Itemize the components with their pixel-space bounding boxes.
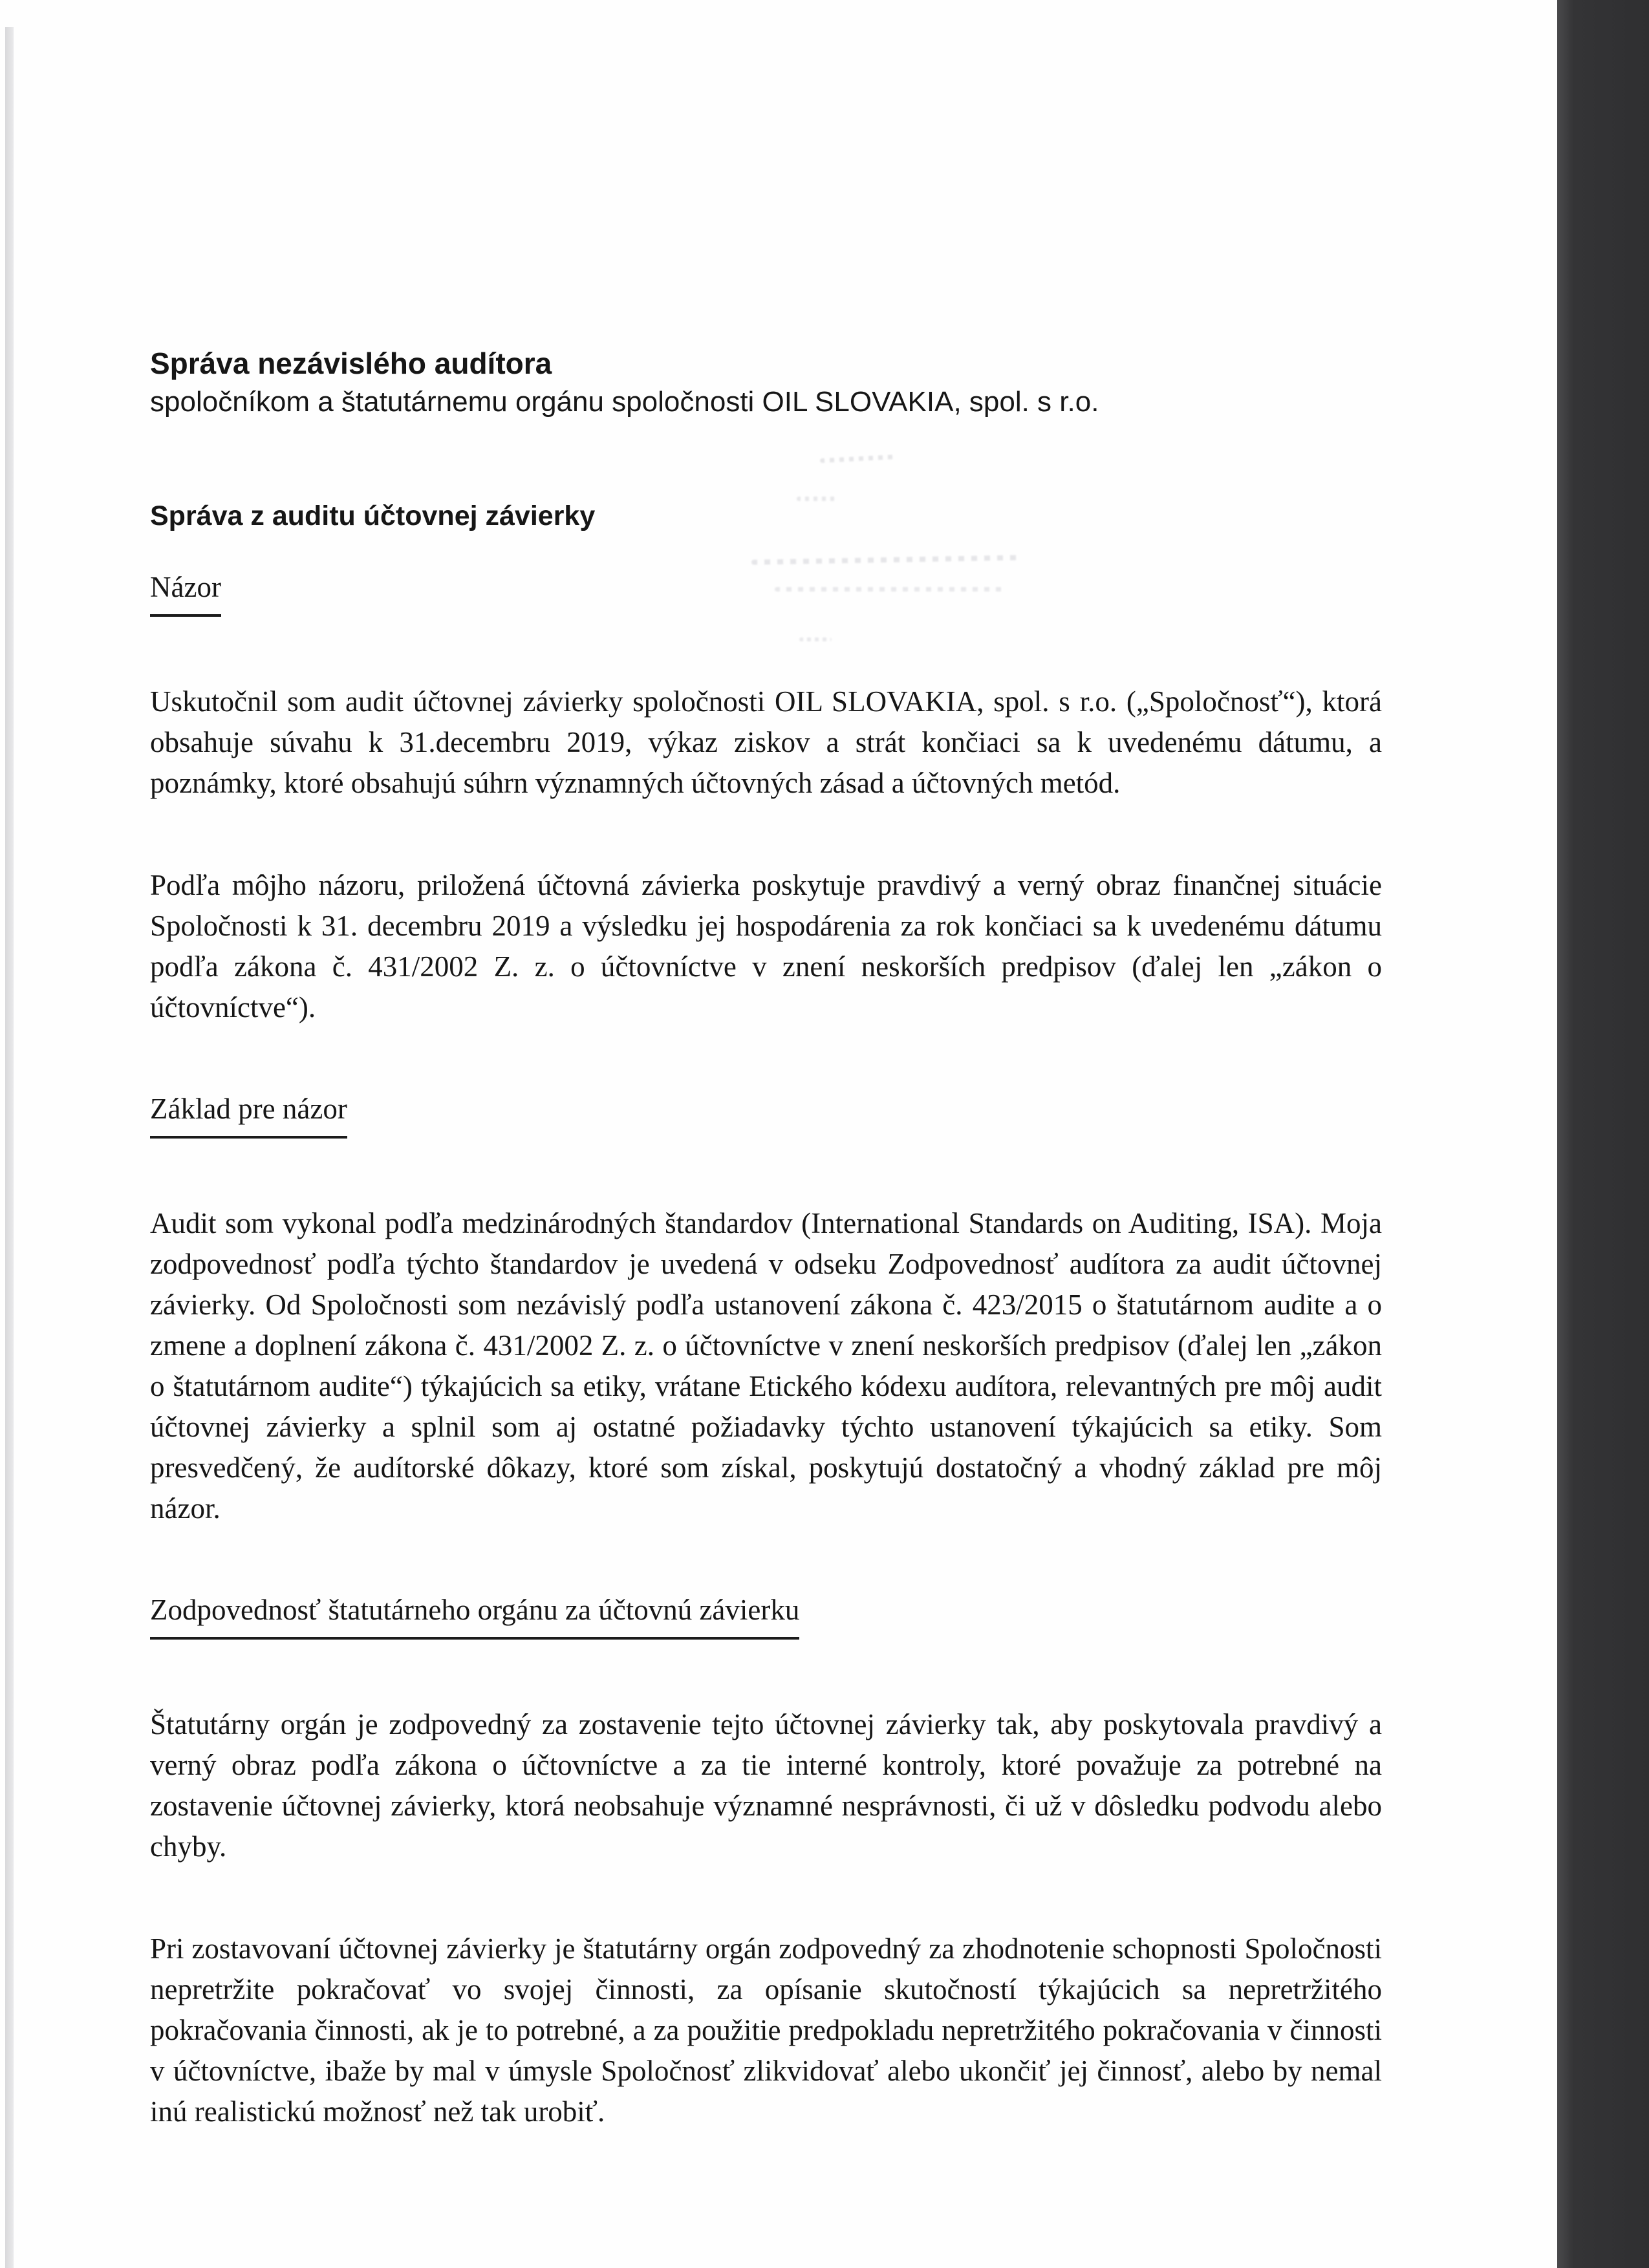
section-nazor (150, 568, 1382, 1028)
section-zodpovednost-organu (150, 1590, 1382, 2132)
paragraph: Audit som vykonal podľa medzinárodných štandardov (International Standards on Auditing, ISA). Moja zodpovednosť podľa týchto štandardov je uvedená v odseku Zodpovednosť audítora za audit účtovnej závierky. Od Spoločnosti som nezávislý podľa ustanovení zákona č. 423/2015 o štatutárnom audite a o zmene a doplnení zákona č. 431/2002 Z. z. o účtovníctve v znení neskorších predpisov (ďalej len „zákon o štatutárnom audite“) týkajúcich sa etiky, vrátane Etického kódexu audítora, relevantných pre môj audit účtovnej závierky a splnil som aj ostatné požiadavky týchto ustanovení týkajúcich sa etiky. Som presvedčený, že audítorské dôkazy, ktoré som získal, poskytujú dostatočný a vhodný základ pre môj názor. (150, 1207, 1382, 1524)
section-zaklad-pre-nazor (150, 1089, 1382, 1529)
report-section-title: Správa z auditu účtovnej závierky (150, 500, 596, 531)
paragraph: Uskutočnil som audit účtovnej závierky spoločnosti OIL SLOVAKIA, spol. s r.o. („Spoločnosť“), ktorá obsahuje súvahu k 31.decembru 2019, výkaz ziskov a strát končiaci sa k uvedenému dátumu, a poznámky, ktoré obsahujú súhrn významných účtovných zásad a účtovných metód. (150, 685, 1382, 799)
report-content (150, 344, 1382, 2194)
report-addressee: spoločníkom a štatutárnemu orgánu spoločnosti OIL SLOVAKIA, spol. s r.o. (150, 386, 1099, 418)
section-heading (150, 1590, 1382, 1640)
section-heading (150, 568, 1382, 617)
section-heading (150, 1089, 1382, 1139)
scan-edge-left (5, 27, 14, 2268)
section-heading-text: Názor (150, 568, 221, 617)
scan-edge-right (1557, 0, 1649, 2268)
section-heading-text: Zodpovednosť štatutárneho orgánu za účtovnú závierku (150, 1590, 799, 1640)
paragraph: Pri zostavovaní účtovnej závierky je štatutárny orgán zodpovedný za zhodnotenie schopnosti Spoločnosti nepretržite pokračovať vo svojej činnosti, za opísanie skutočností týkajúcich sa nepretržitého pokračovania činnosti, ak je to potrebné, a za použitie predpokladu nepretržitého pokračovania v činnosti v účtovníctve, ibaže by mal v úmysle Spoločnosť zlikvidovať alebo ukončiť jej činnosť, alebo by nemal inú realistickú možnosť než tak urobiť. (150, 1932, 1382, 2128)
paragraph: Podľa môjho názoru, priložená účtovná závierka poskytuje pravdivý a verný obraz finančnej situácie Spoločnosti k 31. decembru 2019 a výsledku jej hospodárenia za rok končiaci sa k uvedenému dátumu podľa zákona č. 431/2002 Z. z. o účtovníctve v znení neskorších predpisov (ďalej len „zákon o účtovníctve“). (150, 869, 1382, 1023)
paragraph: Štatutárny orgán je zodpovedný za zostavenie tejto účtovnej závierky tak, aby poskytovala pravdivý a verný obraz podľa zákona o účtovníctve a za tie interné kontroly, ktoré považuje za potrebné na zostavenie účtovnej závierky, ktorá neobsahuje významné nesprávnosti, či už v dôsledku podvodu alebo chyby. (150, 1708, 1382, 1863)
section-heading-text: Základ pre názor (150, 1089, 347, 1139)
report-title: Správa nezávislého audítora (150, 347, 552, 380)
